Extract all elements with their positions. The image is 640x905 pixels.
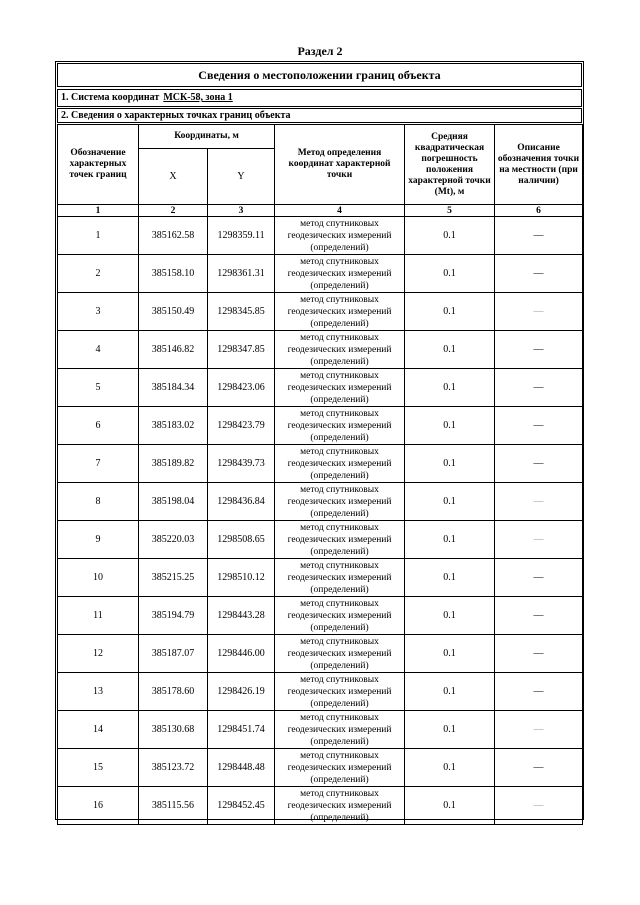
cell-mt: 0.1	[405, 521, 495, 559]
table-row	[58, 255, 583, 293]
table-row	[58, 407, 583, 445]
cell-mt: 0.1	[405, 217, 495, 255]
cell-method: метод спутниковых геодезических измерений (определений)	[275, 521, 405, 559]
cell-point-number: 8	[58, 483, 139, 521]
cell-method: метод спутниковых геодезических измерений (определений)	[275, 217, 405, 255]
cell-x: 385115.56	[139, 787, 208, 825]
cell-description: —	[495, 483, 583, 521]
cell-method: метод спутниковых геодезических измерений (определений)	[275, 369, 405, 407]
cell-description: —	[495, 749, 583, 787]
cell-description: —	[495, 255, 583, 293]
cell-y: 1298436.84	[208, 483, 275, 521]
header-error: Средняя квадратическая погрешность положения характерной точки (Mt), м	[405, 125, 495, 205]
cell-x: 385194.79	[139, 597, 208, 635]
header-description: Описание обозначения точки на местности (при наличии)	[495, 125, 583, 205]
cell-mt: 0.1	[405, 711, 495, 749]
cell-x: 385178.60	[139, 673, 208, 711]
cell-description: —	[495, 369, 583, 407]
cell-description: —	[495, 559, 583, 597]
table-row	[58, 673, 583, 711]
cell-y: 1298448.48	[208, 749, 275, 787]
cell-point-number: 2	[58, 255, 139, 293]
cell-y: 1298452.45	[208, 787, 275, 825]
table-row	[58, 521, 583, 559]
cell-mt: 0.1	[405, 255, 495, 293]
cell-mt: 0.1	[405, 445, 495, 483]
table-row	[58, 635, 583, 673]
cell-point-number: 10	[58, 559, 139, 597]
cell-mt: 0.1	[405, 483, 495, 521]
cell-point-number: 9	[58, 521, 139, 559]
cell-x: 385215.25	[139, 559, 208, 597]
header-coordinates: Координаты, м	[139, 125, 275, 149]
cell-x: 385184.34	[139, 369, 208, 407]
table-row	[58, 559, 583, 597]
cell-method: метод спутниковых геодезических измерений (определений)	[275, 559, 405, 597]
cell-x: 385123.72	[139, 749, 208, 787]
cell-x: 385130.68	[139, 711, 208, 749]
cell-method: метод спутниковых геодезических измерений (определений)	[275, 331, 405, 369]
cell-description: —	[495, 635, 583, 673]
cell-mt: 0.1	[405, 673, 495, 711]
cell-description: —	[495, 521, 583, 559]
column-number: 5	[405, 205, 495, 217]
column-number: 3	[208, 205, 275, 217]
cell-mt: 0.1	[405, 559, 495, 597]
cell-y: 1298345.85	[208, 293, 275, 331]
cell-point-number: 4	[58, 331, 139, 369]
cell-y: 1298347.85	[208, 331, 275, 369]
cell-description: —	[495, 217, 583, 255]
cell-description: —	[495, 331, 583, 369]
table-row	[58, 711, 583, 749]
cell-description: —	[495, 673, 583, 711]
cell-x: 385146.82	[139, 331, 208, 369]
column-number: 2	[139, 205, 208, 217]
section-title: Раздел 2	[297, 44, 343, 58]
points-heading: 2. Сведения о характерных точках границ объекта	[57, 108, 582, 123]
column-number: 6	[495, 205, 583, 217]
cell-point-number: 14	[58, 711, 139, 749]
cell-description: —	[495, 445, 583, 483]
cell-mt: 0.1	[405, 787, 495, 825]
cell-method: метод спутниковых геодезических измерений (определений)	[275, 293, 405, 331]
cell-point-number: 6	[58, 407, 139, 445]
table-row	[58, 293, 583, 331]
cell-mt: 0.1	[405, 331, 495, 369]
cell-method: метод спутниковых геодезических измерений (определений)	[275, 255, 405, 293]
header-point-designation: Обозначение характерных точек границ	[58, 125, 139, 205]
cell-method: метод спутниковых геодезических измерений (определений)	[275, 711, 405, 749]
cell-y: 1298451.74	[208, 711, 275, 749]
cell-point-number: 3	[58, 293, 139, 331]
table-row	[58, 483, 583, 521]
main-title: Сведения о местоположении границ объекта	[57, 63, 582, 87]
cell-description: —	[495, 711, 583, 749]
cell-y: 1298361.31	[208, 255, 275, 293]
cell-point-number: 5	[58, 369, 139, 407]
table-row	[58, 445, 583, 483]
table-row	[58, 749, 583, 787]
cell-method: метод спутниковых геодезических измерений (определений)	[275, 635, 405, 673]
cell-x: 385189.82	[139, 445, 208, 483]
cell-method: метод спутниковых геодезических измерений (определений)	[275, 445, 405, 483]
coord-system-value: МСК-58, зона 1	[163, 92, 233, 103]
cell-x: 385158.10	[139, 255, 208, 293]
cell-point-number: 7	[58, 445, 139, 483]
cell-description: —	[495, 407, 583, 445]
cell-description: —	[495, 293, 583, 331]
points-table-body	[58, 217, 583, 825]
cell-description: —	[495, 787, 583, 825]
coord-system-line	[57, 89, 582, 107]
table-row	[58, 217, 583, 255]
header-method: Метод определения координат характерной точки	[275, 125, 405, 205]
cell-y: 1298446.00	[208, 635, 275, 673]
cell-x: 385198.04	[139, 483, 208, 521]
cell-x: 385187.07	[139, 635, 208, 673]
coord-system-label: 1. Система координат	[61, 92, 160, 103]
cell-point-number: 11	[58, 597, 139, 635]
points-table	[57, 124, 583, 825]
cell-mt: 0.1	[405, 407, 495, 445]
cell-method: метод спутниковых геодезических измерений (определений)	[275, 483, 405, 521]
header-y: Y	[208, 149, 275, 205]
cell-y: 1298510.12	[208, 559, 275, 597]
cell-method: метод спутниковых геодезических измерений (определений)	[275, 407, 405, 445]
cell-point-number: 1	[58, 217, 139, 255]
cell-y: 1298423.79	[208, 407, 275, 445]
cell-mt: 0.1	[405, 749, 495, 787]
cell-point-number: 13	[58, 673, 139, 711]
cell-x: 385183.02	[139, 407, 208, 445]
cell-method: метод спутниковых геодезических измерений (определений)	[275, 597, 405, 635]
header-x: X	[139, 149, 208, 205]
cell-y: 1298423.06	[208, 369, 275, 407]
cell-method: метод спутниковых геодезических измерений (определений)	[275, 749, 405, 787]
cell-x: 385150.49	[139, 293, 208, 331]
cell-mt: 0.1	[405, 635, 495, 673]
cell-y: 1298508.65	[208, 521, 275, 559]
column-number: 4	[275, 205, 405, 217]
cell-y: 1298426.19	[208, 673, 275, 711]
cell-description: —	[495, 597, 583, 635]
cell-method: метод спутниковых геодезических измерений (определений)	[275, 787, 405, 825]
cell-x: 385220.03	[139, 521, 208, 559]
table-row	[58, 597, 583, 635]
cell-method: метод спутниковых геодезических измерений (определений)	[275, 673, 405, 711]
cell-mt: 0.1	[405, 597, 495, 635]
cell-x: 385162.58	[139, 217, 208, 255]
table-row	[58, 787, 583, 825]
cell-point-number: 16	[58, 787, 139, 825]
cell-mt: 0.1	[405, 293, 495, 331]
cell-y: 1298439.73	[208, 445, 275, 483]
cell-y: 1298443.28	[208, 597, 275, 635]
table-row	[58, 369, 583, 407]
cell-point-number: 12	[58, 635, 139, 673]
table-row	[58, 331, 583, 369]
cell-point-number: 15	[58, 749, 139, 787]
column-number: 1	[58, 205, 139, 217]
cell-mt: 0.1	[405, 369, 495, 407]
cell-y: 1298359.11	[208, 217, 275, 255]
